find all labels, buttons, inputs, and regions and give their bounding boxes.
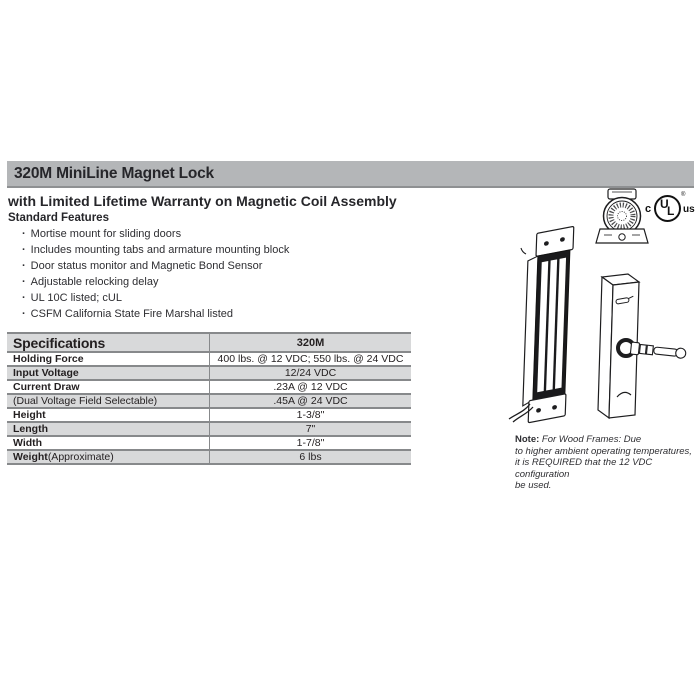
row-value: .45A @ 24 VDC (273, 395, 348, 407)
note-label: Note: (515, 434, 540, 445)
table-row (7, 451, 411, 465)
magnet-lock-line-drawing (500, 186, 700, 430)
row-label-note: (Approximate) (47, 451, 114, 463)
row-label: Length (13, 423, 48, 435)
warranty-subtitle: with Limited Lifetime Warranty on Magnetic Coil Assembly (8, 193, 397, 209)
ul-circle-icon: U L (654, 195, 681, 222)
cul-c-letter: c (645, 203, 652, 215)
sex-bolt-drawing (630, 342, 686, 360)
row-label: Width (13, 437, 43, 449)
feature-item: · Door status monitor and Magnetic Bond Sensor (22, 259, 289, 275)
row-value: 7" (305, 423, 316, 435)
row-label: Height (13, 409, 46, 421)
table-row (7, 395, 411, 409)
feature-item: · Includes mounting tabs and armature mounting block (22, 243, 289, 259)
table-row (7, 381, 411, 395)
table-header-label: Specifications (7, 334, 210, 351)
cul-us-letters: us (683, 204, 695, 215)
feature-item: · UL 10C listed; cUL (22, 291, 289, 307)
features-list (22, 227, 289, 322)
row-value: 1-7/8" (296, 437, 325, 449)
registered-trademark-symbol: ® (681, 192, 686, 198)
table-row (7, 367, 411, 381)
row-label-note: (Dual Voltage Field Selectable) (13, 395, 158, 407)
lock-end-view-drawing (596, 189, 648, 243)
row-value: 6 lbs (299, 451, 322, 463)
row-value: .23A @ 12 VDC (273, 381, 348, 393)
table-row (7, 437, 411, 451)
table-row (7, 353, 411, 367)
row-value: 400 lbs. @ 12 VDC; 550 lbs. @ 24 VDC (217, 353, 404, 365)
row-label: Input Voltage (13, 367, 79, 379)
feature-item: · CSFM California State Fire Marshal listed (22, 307, 289, 323)
row-value: 12/24 VDC (284, 367, 337, 379)
table-header-model: 320M (296, 336, 325, 349)
row-value: 1-3/8" (296, 409, 325, 421)
table-row (7, 409, 411, 423)
row-label: Weight (13, 451, 48, 463)
row-label: Current Draw (13, 381, 80, 393)
row-label: Holding Force (13, 353, 84, 365)
armature-plate-drawing (598, 274, 686, 418)
specifications-table (7, 332, 411, 465)
magnet-body-drawing (509, 226, 574, 424)
feature-item: · Mortise mount for sliding doors (22, 227, 289, 243)
features-heading: Standard Features (8, 212, 109, 224)
page-title: 320M MiniLine Magnet Lock (14, 164, 214, 182)
feature-item: · Adjustable relocking delay (22, 275, 289, 291)
table-row (7, 423, 411, 437)
wood-frames-note: Note: For Wood Frames: Due to higher ambient operating temperatures, it is REQUIRED that the 12 VDC configuration be used. (515, 434, 692, 492)
table-header-row (7, 334, 411, 353)
product-title-bar (7, 161, 694, 188)
